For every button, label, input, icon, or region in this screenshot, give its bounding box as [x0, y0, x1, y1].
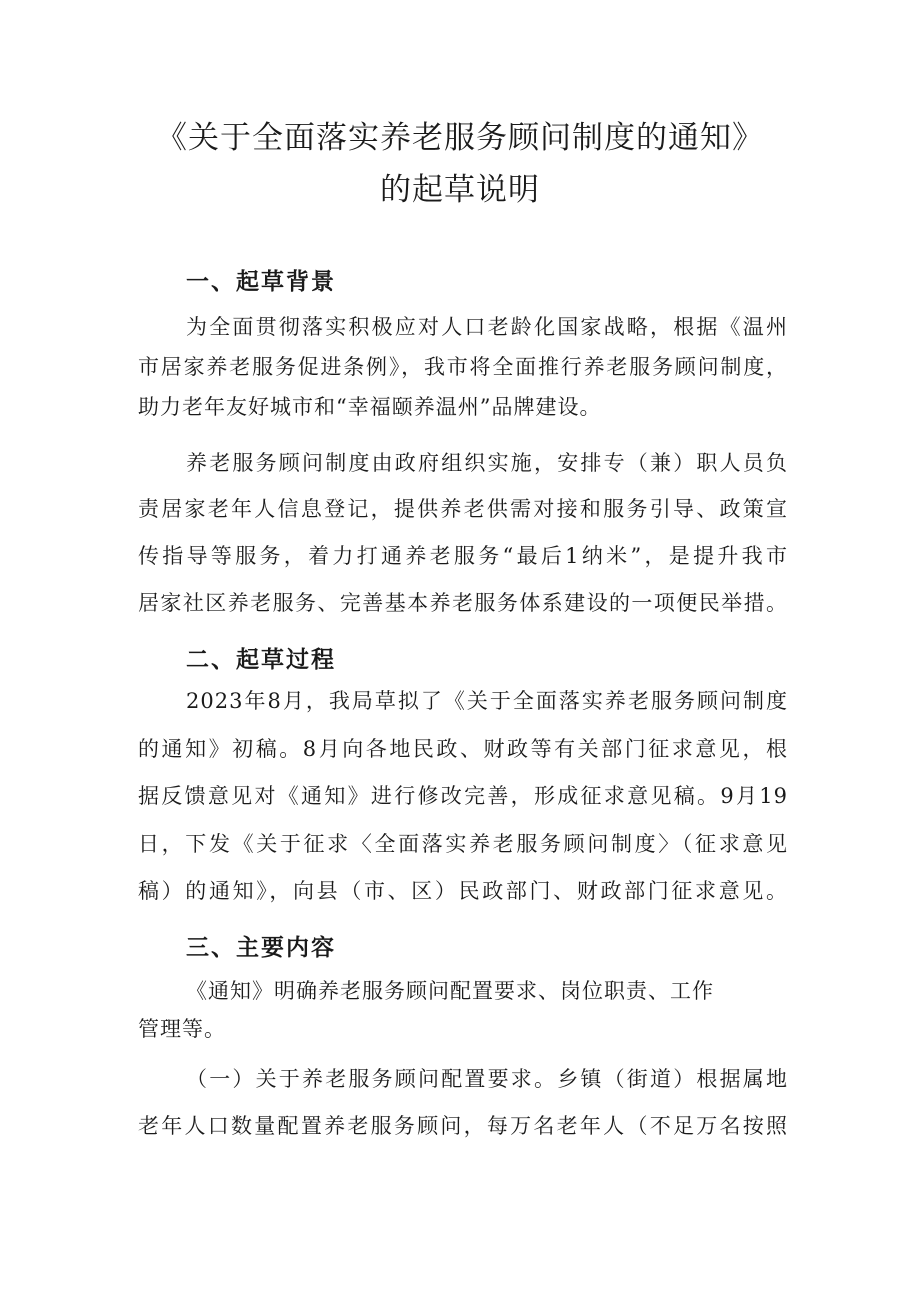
section-heading-background: 一、起草背景	[186, 269, 336, 295]
paragraph-line: 居家社区养老服务、完善基本养老服务体系建设的一项便民举措。	[138, 591, 788, 615]
paragraph-line: 责居家老年人信息登记，提供养老供需对接和服务引导、政策宣	[138, 497, 788, 521]
document-title-line-2: 的起草说明	[380, 172, 540, 208]
section-heading-process: 二、起草过程	[186, 647, 336, 673]
paragraph-line: 《通知》明确养老服务顾问配置要求、岗位职责、工作	[186, 979, 714, 1003]
paragraph-line: 据反馈意见对《通知》进行修改完善，形成征求意见稿。9月19	[138, 784, 788, 808]
document-title-line-1: 《关于全面落实养老服务顾问制度的通知》	[156, 120, 764, 156]
paragraph-line: 2023年8月，我局草拟了《关于全面落实养老服务顾问制度	[186, 689, 788, 713]
paragraph-line: 养老服务顾问制度由政府组织实施，安排专（兼）职人员负	[186, 451, 788, 475]
paragraph-line: 助力老年友好城市和“幸福颐养温州”品牌建设。	[138, 395, 602, 419]
paragraph-line: 稿）的通知》，向县（市、区）民政部门、财政部门征求意见。	[138, 879, 788, 903]
paragraph-line: 市居家养老服务促进条例》，我市将全面推行养老服务顾问制度，	[138, 355, 788, 379]
paragraph-line: 的通知》初稿。8月向各地民政、财政等有关部门征求意见，根	[138, 737, 788, 761]
section-heading-content: 三、主要内容	[186, 935, 336, 961]
paragraph-line: 老年人口数量配置养老服务顾问，每万名老年人（不足万名按照	[138, 1114, 788, 1138]
paragraph-line: 传指导等服务，着力打通养老服务“最后1纳米”，是提升我市	[138, 544, 788, 568]
paragraph-line: 管理等。	[138, 1017, 226, 1041]
paragraph-line: （一）关于养老服务顾问配置要求。乡镇（街道）根据属地	[186, 1067, 788, 1091]
paragraph-line: 为全面贯彻落实积极应对人口老龄化国家战略，根据《温州	[186, 315, 788, 339]
paragraph-line: 日，下发《关于征求〈全面落实养老服务顾问制度〉（征求意见	[138, 832, 788, 856]
